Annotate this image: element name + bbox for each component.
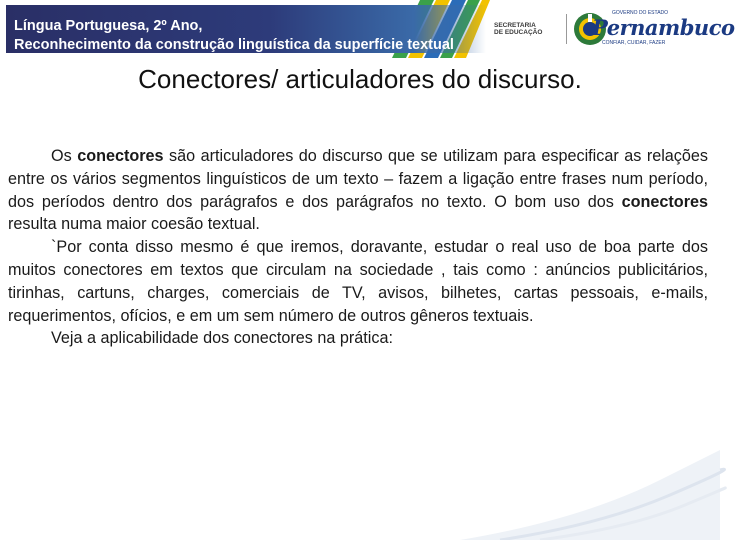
paragraph-3: Veja a aplicabilidade dos conectores na prática: — [51, 329, 393, 348]
paragraph-1 — [8, 145, 708, 236]
header-title-box — [6, 5, 486, 53]
governo-top-text: GOVERNO DO ESTADO — [612, 10, 669, 16]
page-title: Conectores/ articuladores do discurso. — [138, 64, 582, 94]
body-text — [8, 145, 708, 350]
governo-bottom-text: CONFIAR, CUIDAR, FAZER — [602, 40, 666, 46]
logo-separator — [566, 14, 567, 44]
secretaria-line2: DE EDUCAÇÃO — [494, 29, 543, 36]
p1-text-e: resulta numa maior coesão textual. — [8, 215, 260, 234]
pernambuco-wordmark: Pernambuco — [592, 15, 735, 40]
secretaria-line1: SECRETARIA — [494, 21, 536, 29]
p1-bold-conectores-2: conectores — [621, 192, 708, 211]
p1-bold-conectores: conectores — [77, 147, 164, 165]
corner-wave-decoration — [460, 450, 720, 540]
paragraph-2: `Por conta disso mesmo é que iremos, doravante, estudar o real uso de boa parte dos muitos conectores em textos que circulam na sociedade , tais como : anúncios publicitários, tirinhas, cartuns, charges, comerciais de TV, avisos, bilhetes, cartas pessoais, e-mails, requerimentos, ofícios, e em um sem número de outros gêneros textuais. — [8, 238, 708, 325]
p1-text-a: Os — [51, 147, 78, 165]
secretaria-logo — [494, 12, 554, 46]
p1-text-c: são articuladores do discurso que se utilizam para especificar as relações entre os vários segmentos linguísticos de um texto – fazem a ligação entre frases num período, dos períodos dentro dos parágrafos e dos parágrafos no texto. O bom uso dos — [8, 147, 709, 211]
header-line-subject: Língua Portuguesa, 2º Ano, — [14, 18, 203, 34]
header-line-topic: Reconhecimento da construção linguística da superfície textual — [14, 37, 454, 53]
